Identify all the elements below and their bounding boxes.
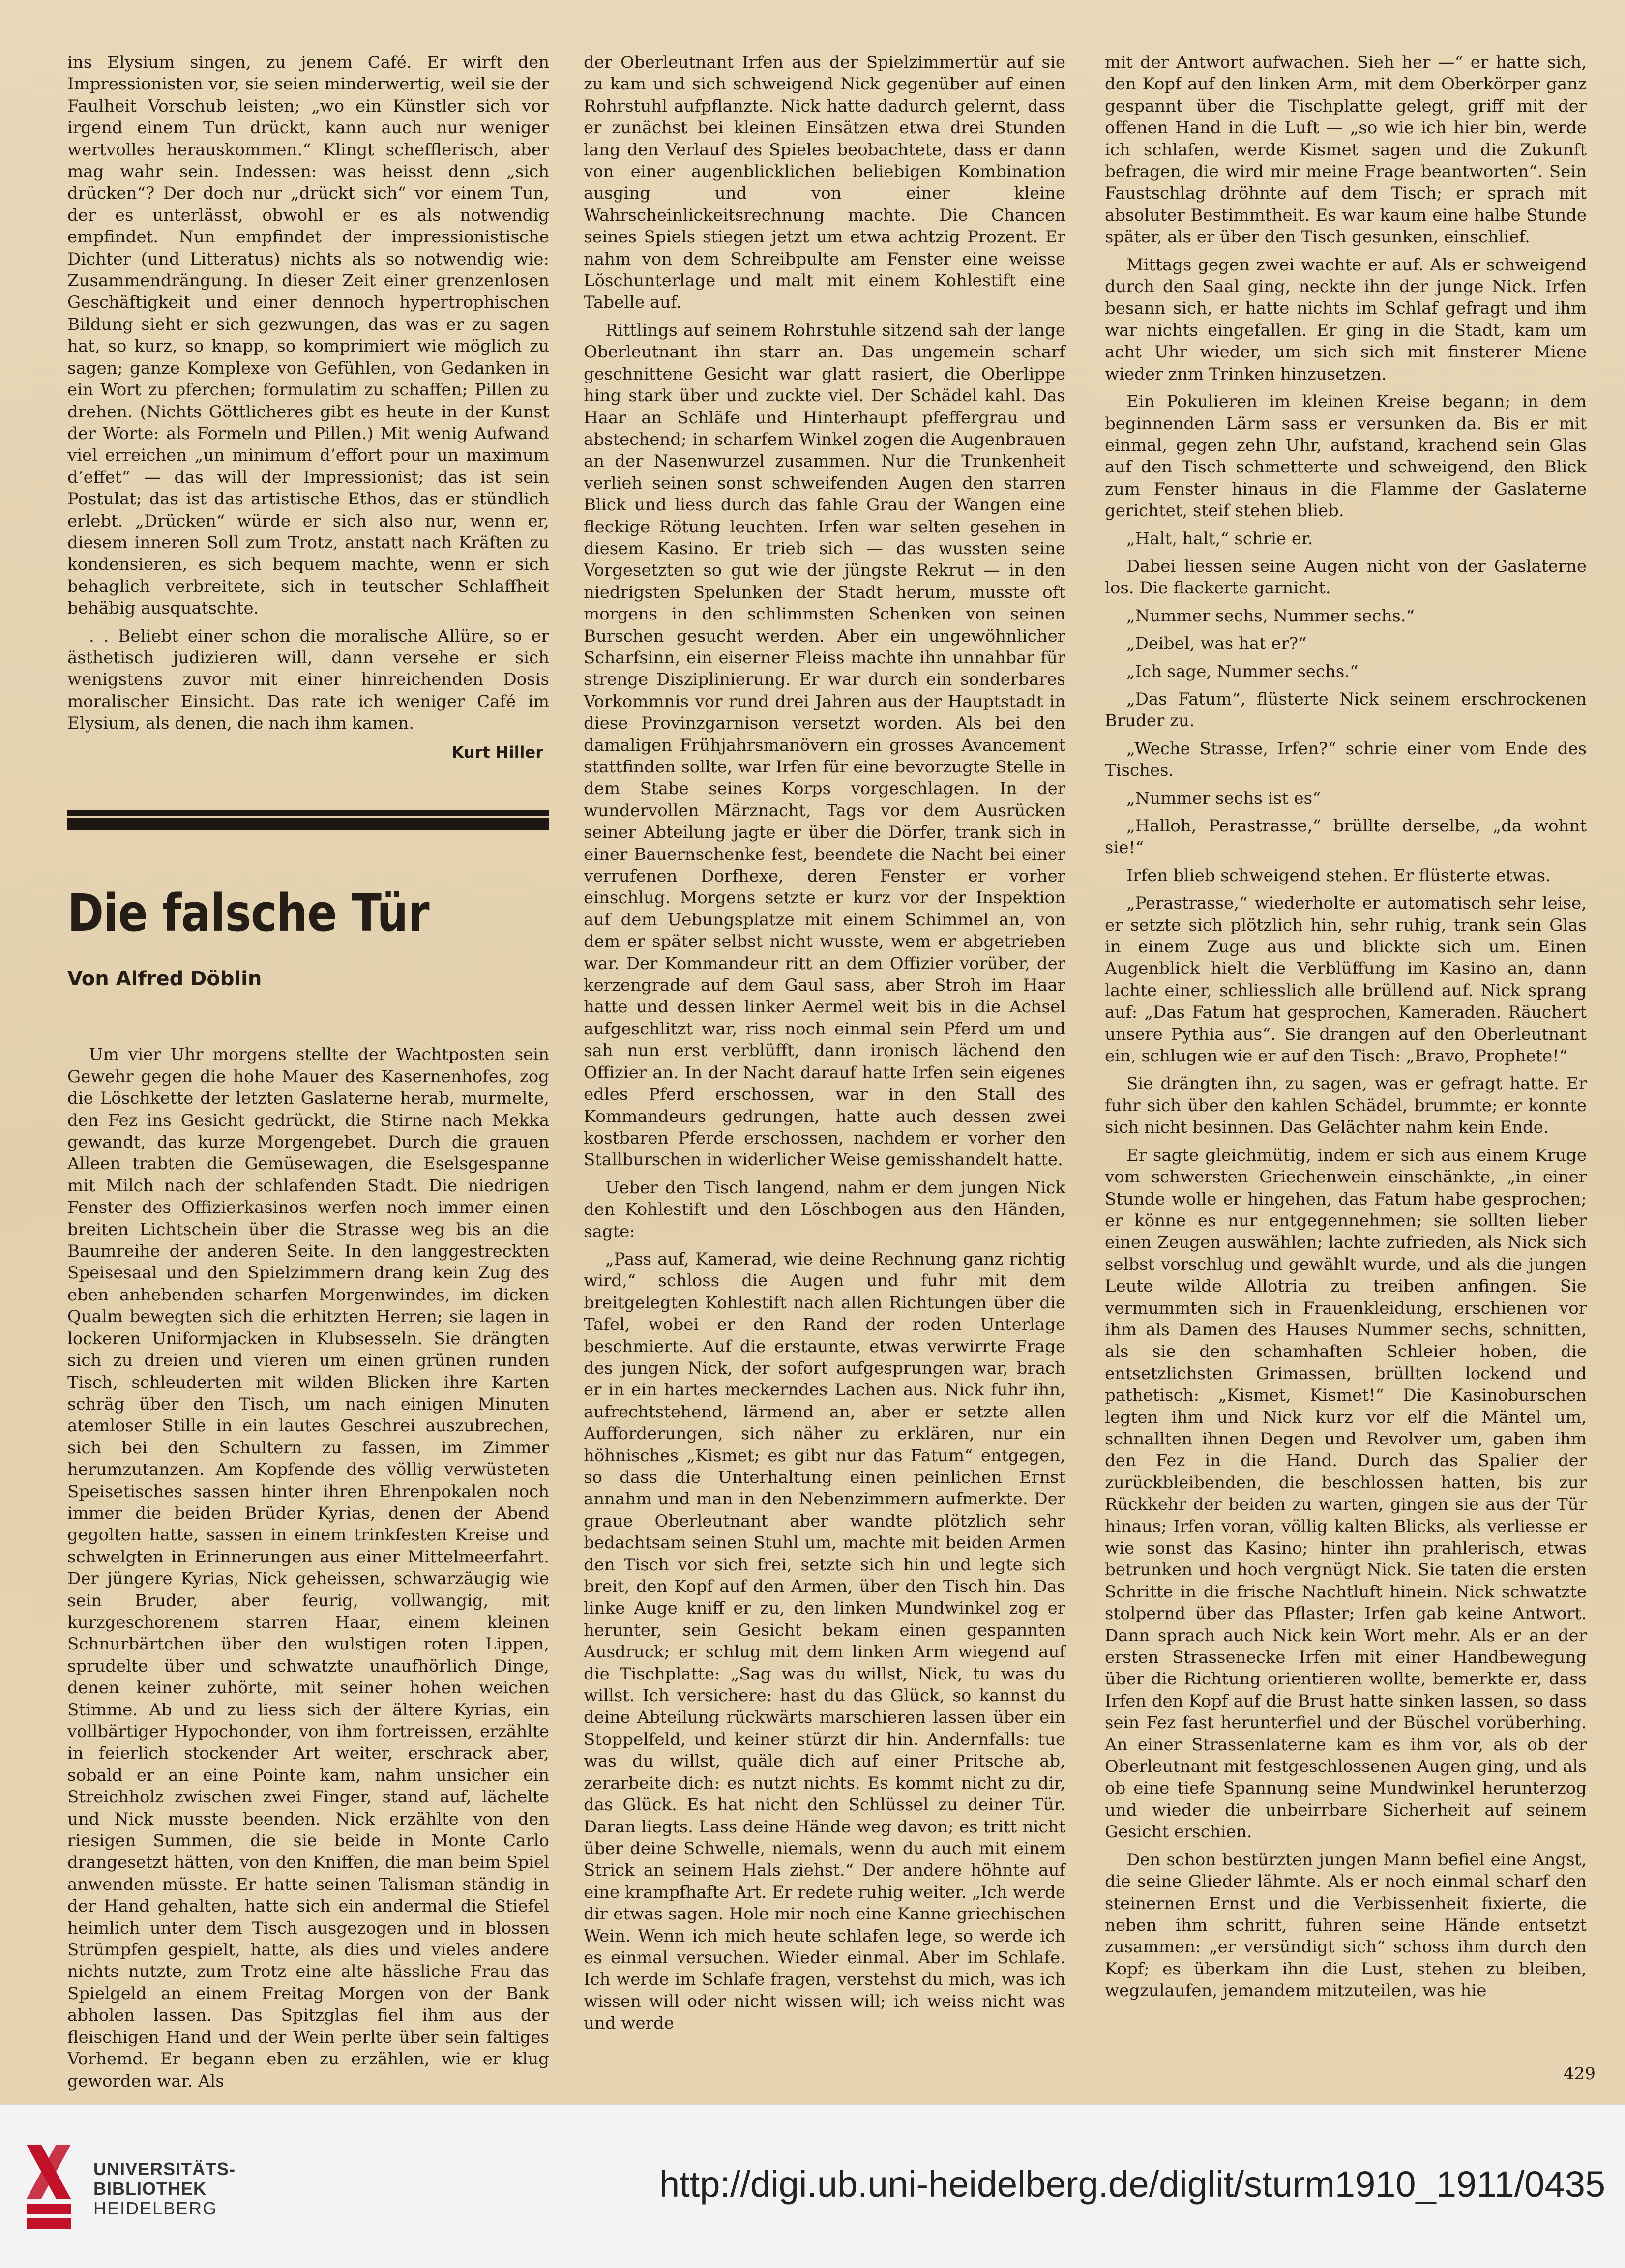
- story-paragraph: „Das Fatum“, flüsterte Nick seinem erschrockenen Bruder zu.: [1105, 689, 1587, 731]
- institution-name: [93, 2159, 236, 2218]
- institution-line: BIBLIOTHEK: [93, 2179, 207, 2199]
- story-paragraph: Irfen blieb schweigend stehen. Er flüsterte etwas.: [1126, 865, 1551, 885]
- story-paragraph: Ein Pokulieren im kleinen Kreise begann; in dem beginnenden Lärm sass er versunken da. Bis er mit einmal, gegen zehn Uhr, aufstand, krachend sein Glas auf den Tisch schmetterte und schweigend, den Blick zum Fenster hinaus in die Flamme der Gaslaterne gerichtet, steif stehen blieb.: [1105, 392, 1587, 521]
- story-paragraph: „Nummer sechs ist es“: [1126, 788, 1321, 808]
- library-footer: [0, 2104, 1625, 2268]
- story-paragraph: Sie drängten ihn, zu sagen, was er gefragt hatte. Er fuhr sich über den kahlen Schädel, brummte; er konnte sich nicht besinnen. Das Gelächter nahm kein Ende.: [1105, 1074, 1587, 1138]
- column-3: [1105, 52, 1587, 2002]
- essay-paragraph: ins Elysium singen, zu jenem Café. Er wirft den Impressionisten vor, sie seien minderwertig, weil sie der Faulheit Vorschub leisten; „wo ein Künstler sich vor irgend einem Tun drückt, kann auch nur weniger wertvolles herauskommen.“ Klingt schefflerisch, aber mag wahr sein. Indessen: was heisst denn „sich drücken“? Der doch nur „drückt sich“ vor einem Tun, der es unterlässt, obwohl er es als notwendig empfindet. Nun empfindet der impressionistische Dichter (und Litteratus) nichts als so notwendig wie: Zusammendrängung. In dieser Zeit einer grenzenlosen Geschäftigkeit und einer dennoch hypertrophischen Bildung sieht er sich gezwungen, das was er zu sagen hat, so kurz, so knapp, so komprimiert wie möglich zu sagen; ganze Komplexe von Gefühlen, von Gedanken in ein Wort zu pferchen; formulatim zu schaffen; Pillen zu drehen. (Nichts Göttlicheres gibt es heute in der Kunst der Worte: als Formeln und Pillen.) Mit wenig Aufwand viel erreichen „un minimum d’effort pour un maximum d’effet“ — das will der Impressionist; das ist sein Postulat; das ist das artistische Ethos, das er stündlich erlebt. „Drücken“ würde er sich also nur, wenn er, diesem inneren Soll zum Trotz, anstatt nach Kräften zu kondensieren, es sich bequem machte, wenn er sich behaglich verbreitete, sich in teutscher Schlaffheit behäbig ausquatschte.: [67, 53, 549, 619]
- page-number: 429: [1564, 2064, 1595, 2084]
- story-paragraph: „Weche Strasse, Irfen?“ schrie einer vom Ende des Tisches.: [1105, 738, 1587, 781]
- story-paragraph: „Perastrasse,“ wiederholte er automatisch sehr leise, er setzte sich plötzlich hin, sehr ruhig, trank sein Glas in einem Zuge aus und blickte sich um. Einen Augenblick hielt die Verblüffung im Kasino an, dann lachte einer, schliesslich alle brüllend auf. Nick sprang auf: „Das Fatum hat gesprochen, Kameraden. Räuchert unsere Pythia aus“. Sie drangen auf den Oberleutnant ein, schlugen wie er auf den Tisch: „Bravo, Prophete!“: [1105, 893, 1587, 1066]
- article-author: Von Alfred Döblin: [67, 968, 262, 990]
- source-url-link[interactable]: http://digi.ub.uni-heidelberg.de/diglit/sturm1910_1911/0435: [659, 2164, 1605, 2205]
- story-paragraph: „Halt, halt,“ schrie er.: [1126, 529, 1313, 549]
- story-paragraph: Den schon bestürzten jungen Mann befiel eine Angst, die seine Glieder lähmte. Als er noch einmal scharf den steinernen Ernst und die Verbissenheit fixierte, die neben ihm schritt, fuhren seine Hände entsetzt zusammen: „er versündigt sich“ schoss ihm durch den Kopf; es überkam ihn die Lust, stehen zu bleiben, wegzulaufen, jemandem mitzuteilen, was hie: [1105, 1850, 1587, 2001]
- article-title: Die falsche Tür: [67, 883, 429, 943]
- essay-paragraph: . . Beliebt einer schon die moralische Allüre, so er ästhetisch judizieren will, dann versehe er sich wenigstens zuvor mit einer hinreichenden Dosis moralischer Einsicht. Das rate ich weniger Café im Elysium, als denen, die nach ihm kamen.: [67, 626, 549, 734]
- story-paragraph: mit der Antwort aufwachen. Sieh her —“ er hatte sich, den Kopf auf den linken Arm, mit dem Oberkörper ganz gespannt über die Tischplatte gelegt, griff mit der offenen Hand in die Luft — „so wie ich hier bin, werde ich schlafen, werde Kismet sagen und die Zukunft befragen, die wird mir meine Frage beantworten“. Sein Faustschlag dröhnte auf dem Tisch; er sprach mit absoluter Bestimmtheit. Es war kaum eine halbe Stunde später, als er über den Tisch gesunken, einschlief.: [1105, 53, 1587, 247]
- institution-line: UNIVERSITÄTS-: [93, 2159, 236, 2179]
- story-paragraph: Dabei liessen seine Augen nicht von der Gaslaterne los. Die flackerte garnicht.: [1105, 556, 1587, 598]
- column-2: [584, 52, 1065, 2034]
- story-paragraph: der Oberleutnant Irfen aus der Spielzimmertür auf sie zu kam und sich schweigend Nick gegenüber auf einen Rohrstuhl aufpflanzte. Nick hatte dadurch gelernt, dass er zunächst bei kleinen Einsätzen etwa drei Stunden lang den Verlauf des Spieles beobachtete, dass er dann von einer augenblicklichen beliebigen Kombination ausging und von einer kleine Wahrscheinlickeitsrechnung machte. Die Chancen seines Spiels stiegen jetzt um etwa achtzig Prozent. Er nahm von dem Schreibpulte am Fenster eine weisse Löschunterlage und malt mit einem Kohlestift eine Tabelle auf.: [584, 53, 1065, 313]
- story-paragraph: Mittags gegen zwei wachte er auf. Als er schweigend durch den Saal ging, neckte ihn der junge Nick. Irfen besann sich, er hatte nichts im Schlaf gefragt und ihm war nichts eingefallen. Er ging in die Stadt, kam um acht Uhr wieder, um sich sich mit finsterer Miene wieder znm Trinken hinzusetzen.: [1105, 255, 1587, 384]
- story-paragraph: Rittlings auf seinem Rohrstuhle sitzend sah der lange Oberleutnant ihn starr an. Das ungemein scharf geschnittene Gesicht war glatt rasiert, die Oberlippe hing stark über und zuckte viel. Der Schädel kahl. Das Haar an Schläfe und Hinterhaupt pfeffergrau und abstechend; in scharfem Winkel zogen die Augenbrauen an der Nasenwurzel zusammen. Nur die Trunkenheit verlieh seinen sonst schweifenden Augen den starren Blick und liess durch das fahle Grau der Wangen eine fleckige Rötung leuchten. Irfen war selten gesehen in diesem Kasino. Er trieb sich — das wussten seine Vorgesetzten so gut wie der jüngste Rekrut — in den niedrigsten Spelunken der Stadt herum, musste oft morgens in den schlimmsten Schenken von seinen Burschen gesucht werden. Aber ein ungewöhnlicher Scharfsinn, ein eiserner Fleiss machte ihn unnahbar für strenge Disziplinierung. Er war durch ein sonderbares Vorkommnis vor rund drei Jahren aus der Hauptstadt in diese Provinzgarnison versetzt worden. Als bei den damaligen Frühjahrsmanövern ein grosses Avancement stattfinden sollte, war Irfen für eine bevorzugte Stelle in dem Stabe seines Korps vorgeschlagen. In der wundervollen Märznacht, Tags vor dem Ausrücken seiner Abteilung jagte er über die Dörfer, trank sich in einer Bauernschenke fest, beendete die Nacht bei einer verrufenen Dorfhexe, deren Fenster er vorher einschlug. Morgens setzte er kurz vor der Inspektion auf dem Uebungsplatze mit einem Schimmel an, von dem er später selbst nicht wusste, wem er abgetrieben war. Der Kommandeur ritt an dem Offizier vorüber, der kerzengrade auf dem Gaul sass, aber Stroh im Haar hatte und dessen linker Aermel weit bis in die Achsel aufgeschlitzt war, riss noch einmal sein Pferd um und sah nun erst verblüfft, dann ironisch lächend den Offizier an. In der Nacht darauf hatte Irfen sein eigenes edles Pferd erschossen, war in den Stall des Kommandeurs gedrungen, hatte auch dessen zwei kostbaren Pferde erschossen, nachdem er vorher den Stallburschen in widerlicher Weise gemisshandelt hatte.: [584, 320, 1065, 1170]
- story-paragraph: Um vier Uhr morgens stellte der Wachtposten sein Gewehr gegen die hohe Mauer des Kasernenhofes, zog die Löschkette der letzten Gaslaterne herab, murmelte, den Fez ins Gesicht gedrückt, die Stirne nach Mekka gewandt, das kurze Morgengebet. Durch die grauen Alleen trabten die Gemüsewagen, die Eselsgespanne mit Milch nach der schlafenden Stadt. Die niedrigen Fenster des Offizierkasinos werfen noch immer einen breiten Lichtschein über die Strasse weg bis an die Baumreihe der anderen Seite. In den langgestreckten Speisesaal und den Spielzimmern drang kein Zug des eben anhebenden scharfen Morgenwindes, im dicken Qualm bewegten sich die erhitzten Herren; sie lagen in lockeren Uniformjacken in Klubsesseln. Sie drängten sich zu dreien und vieren um einen grünen runden Tisch, schleuderten mit wilden Blicken ihre Karten schräg über den Tisch, um nach einigen Minuten atemloser Stille in ein lautes Geschrei auszubrechen, sich bei den Schultern zu fassen, im Zimmer herumzutanzen. Am Kopfende des völlig verwüsteten Speisetisches sassen hinter ihren Ehrenpokalen noch immer die beiden Brüder Kyrias, denen der Abend gegolten hatte, sassen in einem trinkfesten Kreise und schwelgten in Erinnerungen aus einer Mittelmeerfahrt. Der jüngere Kyrias, Nick geheissen, schwarzäugig wie sein Bruder, aber feurig, vollwangig, mit kurzgeschorenem starren Haar, einem kleinen Schnurbärtchen über den wulstigen roten Lippen, sprudelte über und schwatzte unaufhörlich Dinge, denen keiner zuhörte, mit seiner hohen weichen Stimme. Ab und zu liess sich der ältere Kyrias, ein vollbärtiger Hypochonder, von ihm fortreissen, erzählte in feierlich stockender Art weiter, erschrack aber, sobald er an eine Pointe kam, nahm unsicher ein Streichholz zwischen zwei Finger, stand auf, lächelte und Nick musste beenden. Nick erzählte von den riesigen Summen, die sie beide in Monte Carlo drangesetzt hätten, von den Kniffen, die man beim Spiel anwenden müsste. Er hatte seinen Talisman ständig in der Hand gehalten, hatte sich ein andermal die Stiefel heimlich unter dem Tisch ausgezogen und in blossen Strümpfen gespielt, hatte, als dies und vieles andere nichts nutzte, zum Trotz eine alte hässliche Frau das Spielgeld an einem Freitag Morgen von der Bank abholen lassen. Das Spitzglas fiel ihm aus der fleischigen Hand und der Wein perlte über sein faltiges Vorhemd. Er begann eben zu erzählen, wie er klug geworden war. Als: [67, 1045, 549, 2091]
- university-logo-icon: [22, 2130, 86, 2243]
- institution-line: HEIDELBERG: [93, 2198, 218, 2218]
- story-paragraph: „Halloh, Perastrasse,“ brüllte derselbe, „da wohnt sie!“: [1105, 816, 1587, 858]
- story-paragraph: „Pass auf, Kamerad, wie deine Rechnung ganz richtig wird,“ schloss die Augen und fuhr mit dem breitgelegten Kohlestift nach allen Richtungen über die Tafel, wobei er den Rand der roden Unterlage beschmierte. Auf die erstaunte, etwas verwirrte Frage des jungen Nick, der sofort aufgesprungen war, brach er in ein hartes meckerndes Lachen aus. Nick fuhr ihn, aufrechtstehend, lärmend an, aber er setzte allen Aufforderungen, sich näher zu erklären, nur ein höhnisches „Kismet; es gibt nur das Fatum“ entgegen, so dass die Unterhaltung einen peinlichen Ernst annahm und man in den Nebenzimmern aufmerkte. Der graue Oberleutnant aber wandte plötzlich sehr bedachtsam seinen Stuhl um, machte mit beiden Armen den Tisch vor sich frei, setzte sich hin und legte sich breit, den Kopf auf den Armen, über den Tisch hin. Das linke Auge kniff er zu, den linken Mundwinkel zog er herunter, sein Gesicht bekam einen gespannten Ausdruck; er schlug mit dem linken Arm wiegend auf die Tischplatte: „Sag was du willst, Nick, tu was du willst. Ich versichere: hast du das Glück, so kannst du deine Abteilung rückwärts marschieren lassen über ein Stoppelfeld, und keiner stürzt dir hin. Andernfalls: tue was du willst, quäle dich auf einer Pritsche ab, zerarbeite dich: es nutzt nichts. Es kommt nicht zu dir, das Glück. Es hat nicht den Schlüssel zu deiner Tür. Daran liegts. Lass deine Hände weg davon; es tritt nicht über deine Schwelle, niemals, wenn du auch mit einem Strick an seinem Hals ziehst.“ Der andere höhnte auf eine krampfhafte Art. Er redete ruhig weiter. „Ich werde dir etwas sagen. Hole mir noch eine Kanne griechischen Wein. Wenn ich mich heute schlafen lege, so werde ich es einmal versuchen. Wieder einmal. Aber im Schlafe. Ich werde im Schlafe fragen, verstehst du mich, was ich wissen will oder nicht wissen will; ich weiss nicht was und werde: [584, 1249, 1065, 2033]
- story-paragraph: „Ich sage, Nummer sechs.“: [1126, 661, 1359, 681]
- story-paragraph: „Deibel, was hat er?“: [1126, 634, 1307, 654]
- section-divider: [67, 810, 549, 830]
- story-paragraph: Ueber den Tisch langend, nahm er dem jungen Nick den Kohlestift und den Löschbogen aus den Händen, sagte:: [584, 1178, 1065, 1241]
- story-paragraph: „Nummer sechs, Nummer sechs.“: [1126, 606, 1415, 626]
- essay-signature: Kurt Hiller: [451, 742, 543, 762]
- story-paragraph: Er sagte gleichmütig, indem er sich aus einem Kruge vom schwersten Griechenwein einschänkte, „in einer Stunde wolle er hingehen, das Fatum habe gesprochen; er könne es nur entgegennehmen; sie sollten lieber einen Zeugen auswählen; lachte zufrieden, als Nick sich selbst vorschlug und gewählt wurde, und als die jungen Leute wilde Allotria zu treiben anfingen. Sie vermummten sich in Frauenkleidung, erschienen vor ihm als Damen des Hauses Nummer sechs, schnitten, als sie den schamhaften Schleier hoben, die entsetzlichsten Grimassen, brüllten lockend und pathetisch: „Kismet, Kismet!“ Die Kasinoburschen legten ihm und Nick kurz vor elf die Mäntel um, schnallten ihnen Degen und Revolver um, gaben ihm den Fez in die Hand. Durch das Spalier der zurückbleibenden, die beschlossen hatten, bis zur Rückkehr der beiden zu warten, gingen sie aus der Tür hinaus; Irfen voran, völlig kalten Blicks, als verliesse er wie sonst das Kasino; hinter ihn prahlerisch, etwas betrunken und hoch vergnügt Nick. Sie taten die ersten Schritte in die frische Nachtluft hinein. Nick schwatzte stolpernd über das Pflaster; Irfen gab keine Antwort. Dann sprach auch Nick kein Wort mehr. Als er an der ersten Strassenecke Irfen mit einer Handbewegung über die Richtung orientieren wollte, bemerkte er, dass Irfen den Kopf auf die Brust hatte sinken lassen, so dass sein Fez fast herunterfiel und der Büschel vorüberhing. An einer Strassenlaterne kam es ihm vor, als ob der Oberleutnant mit festgeschlossenen Augen ging, und als ob eine tiefe Spannung seine Mundwinkel herunterzog und wieder die unbeirrbare Sicherheit auf seinem Gesicht erschien.: [1105, 1145, 1587, 1842]
- column-1: [67, 52, 549, 2092]
